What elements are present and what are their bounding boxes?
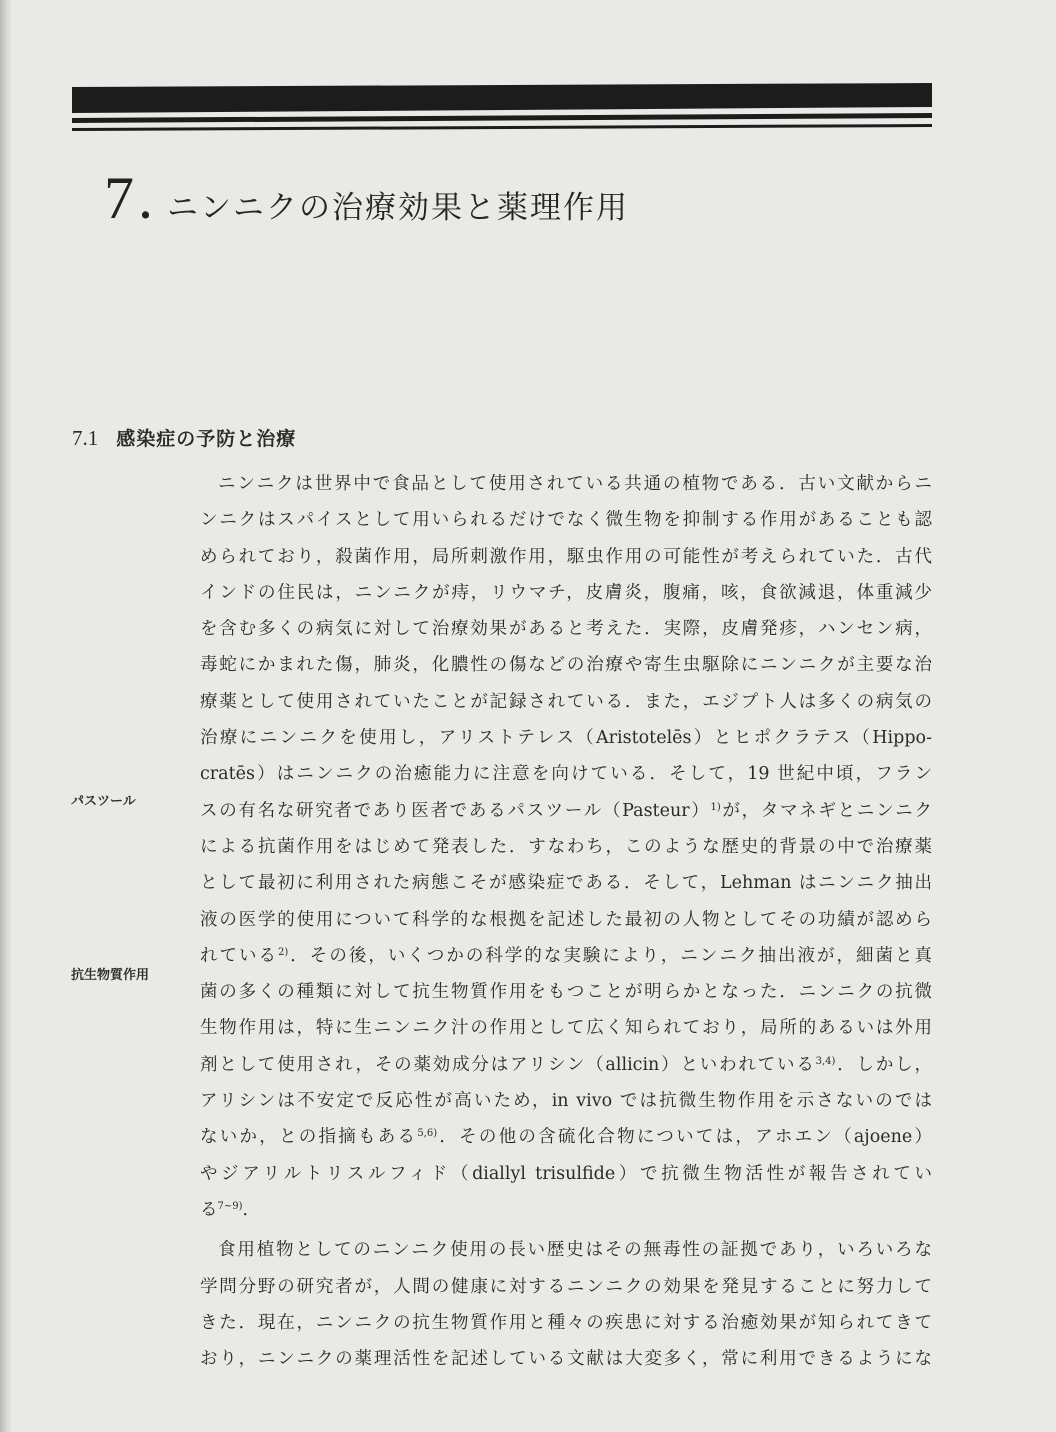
header-bar-thin (72, 124, 932, 131)
text-line: められており，殺菌作用，局所刺激作用，駆虫作用の可能性が考えられていた．古代 (200, 546, 932, 567)
text-line-part: が，タマネギとニンニク (720, 800, 932, 821)
text-line: 菌の多くの種類に対して抗生物質作用をもつことが明らかとなった．ニンニクの抗微 (200, 982, 932, 1003)
margin-note-antibiotic: 抗生物質作用 (71, 968, 150, 983)
text-line: ンニクはスパイスとして用いられるだけでなく微生物を抑制する作用があることも認 (200, 510, 932, 531)
text-line-part: ないか，との指摘もある (200, 1127, 418, 1148)
chapter-number: 7 (104, 165, 134, 231)
text-line: 療薬として使用されていたことが記録されている．また，エジプト人は多くの病気の (200, 691, 932, 712)
citation: 1) (710, 801, 721, 813)
text-line-part: ．その後，いくつかの科学的な実験により，ニンニク抽出液が，細菌と真 (288, 945, 932, 966)
chapter-title-text: ニンニクの治療効果と薬理作用 (167, 190, 629, 226)
text-line: きた．現在，ニンニクの抗生物質作用と種々の疾患に対する治癒効果が知られてきて (200, 1312, 932, 1333)
section-title: 感染症の予防と治療 (116, 428, 297, 450)
citation: 7~9) (217, 1200, 243, 1212)
text-line: を含む多くの病気に対して治療効果があると考えた．実際，皮膚発疹，ハンセン病， (200, 619, 932, 640)
text-line-part: ． (242, 1199, 261, 1220)
text-line: 食用植物としてのニンニク使用の長い歴史はその無毒性の証拠であり，いろいろな (218, 1240, 932, 1261)
text-line: による抗菌作用をはじめて発表した．すなわち，このような歴史的背景の中で治療薬 (200, 836, 932, 857)
citation: 3,4) (815, 1055, 836, 1067)
header-bar-thick (72, 83, 932, 113)
text-line (200, 793, 932, 829)
text-line-part: る (200, 1199, 218, 1220)
text-line-part: 剤として使用され，その薬効成分はアリシン（allicin）といわれている (200, 1054, 816, 1075)
text-line: 学問分野の研究者が，人間の健康に対するニンニクの効果を発見することに努力して (200, 1276, 932, 1297)
text-line: 生物作用は，特に生ニンニク汁の作用として広く知られており，局所的あるいは外用 (200, 1018, 932, 1039)
text-line-part: スの有名な研究者であり医者であるパスツール（Pasteur） (200, 800, 711, 821)
text-line: アリシンは不安定で反応性が高いため，in vivo では抗微生物作用を示さないのでは (200, 1091, 932, 1112)
text-line (200, 1047, 932, 1083)
body-text (200, 466, 932, 1377)
chapter-number-dot: . (140, 179, 151, 228)
text-line: 毒蛇にかまれた傷，肺炎，化膿性の傷などの治療や寄生虫駆除にニンニクが主要な治 (200, 655, 932, 676)
text-line: おり，ニンニクの薬理活性を記述している文献は大変多く，常に利用できるようにな (200, 1349, 932, 1370)
citation: 5,6) (417, 1128, 438, 1140)
page-binding-edge (0, 0, 12, 1432)
text-line: インドの住民は，ニンニクが痔，リウマチ，皮膚炎，腹痛，咳，食欲減退，体重減少 (200, 582, 932, 603)
header-bar-mid (72, 113, 932, 123)
text-line: ニンニクは世界中で食品として使用されている共通の植物である．古い文献からニ (218, 474, 932, 494)
text-line: 治療にニンニクを使用し，アリストテレス（Aristotelēs）とヒポクラテス（Hippo- (200, 728, 932, 749)
text-line (200, 938, 932, 974)
text-line: cratēs）はニンニクの治癒能力に注意を向けている．そして，19 世紀中頃，フラン (200, 764, 932, 785)
margin-note-pasteur: パスツール (71, 794, 136, 809)
text-line-part: ．その他の含硫化合物については，アホエン（ajoene） (437, 1127, 932, 1148)
section-heading (72, 424, 296, 451)
chapter-title (104, 165, 629, 231)
text-line-part: れている (200, 945, 279, 966)
text-line: 液の医学的使用について科学的な根拠を記述した最初の人物としてその功績が認めら (200, 909, 932, 930)
section-number: 7.1 (72, 426, 99, 450)
text-line (200, 1192, 932, 1228)
chapter-header-bars (72, 83, 932, 135)
text-line (200, 1119, 932, 1155)
text-line: やジアリルトリスルフィド（diallyl trisulfide）で抗微生物活性が報告されてい (200, 1163, 932, 1184)
citation: 2) (278, 946, 289, 958)
text-line: として最初に利用された病態こそが感染症である．そして，Lehman はニンニク抽出 (200, 873, 932, 894)
text-line-part: ．しかし， (835, 1054, 932, 1075)
